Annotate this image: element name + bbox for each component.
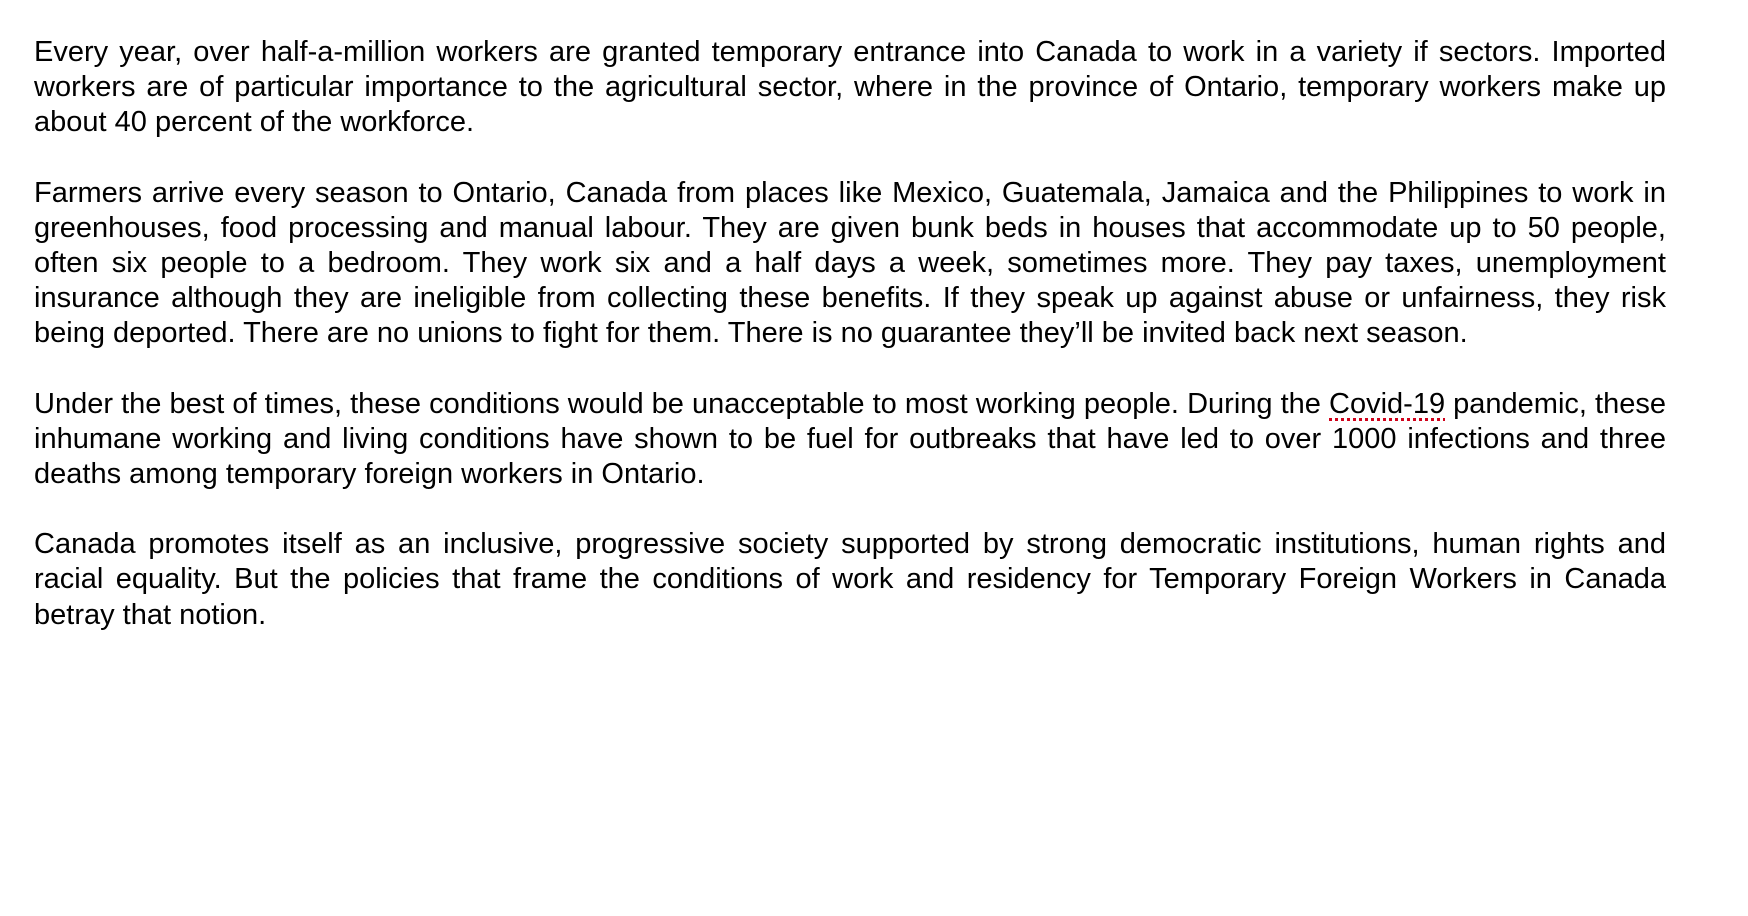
paragraph-farm-conditions[interactable] (34, 176, 1666, 352)
paragraph-text: Farmers arrive every season to Ontario, Canada from places like Mexico, Guatemala, Jamaica and the Philippines to work in greenhouses, food processing and manual labour. They are given bunk beds in houses that accommodate up to 50 people, often six people to a bedroom. They work six and a half days a week, sometimes more. They pay taxes, unemployment insurance although they are ineligible from collecting these benefits. If they speak up against abuse or unfairness, they risk being deported. There are no unions to fight for them. There is no guarantee they’ll be invited back next season. (34, 176, 1666, 350)
paragraph-covid-outbreaks[interactable] (34, 387, 1666, 493)
paragraph-text: Every year, over half-a-million workers are granted temporary entrance into Canada to work in a variety if sectors. Imported workers are of particular importance to the agricultural sector, where in the province of Ontario, temporary workers make up about 40 percent of the workforce. (34, 36, 1666, 139)
paragraph-text: pandemic, these inhumane working and living conditions have shown to be fuel for outbreaks that have led to over 1000 infections and three deaths among temporary foreign workers in Ontario. (34, 387, 1667, 491)
paragraph-temporary-workers-intro[interactable] (34, 35, 1666, 141)
document-body (34, 35, 1666, 668)
paragraph-text: Canada promotes itself as an inclusive, progressive society supported by strong democratic institutions, human rights and racial equality. But the policies that frame the conditions of work and residency for Temporary Foreign Workers in Canada betray that notion. (34, 528, 1666, 631)
paragraph-canada-policy[interactable] (34, 527, 1666, 633)
paragraph-text: Under the best of times, these conditions would be unacceptable to most working people. During the (34, 387, 1330, 420)
spellcheck-flagged-word[interactable]: Covid-19 (1329, 387, 1446, 420)
